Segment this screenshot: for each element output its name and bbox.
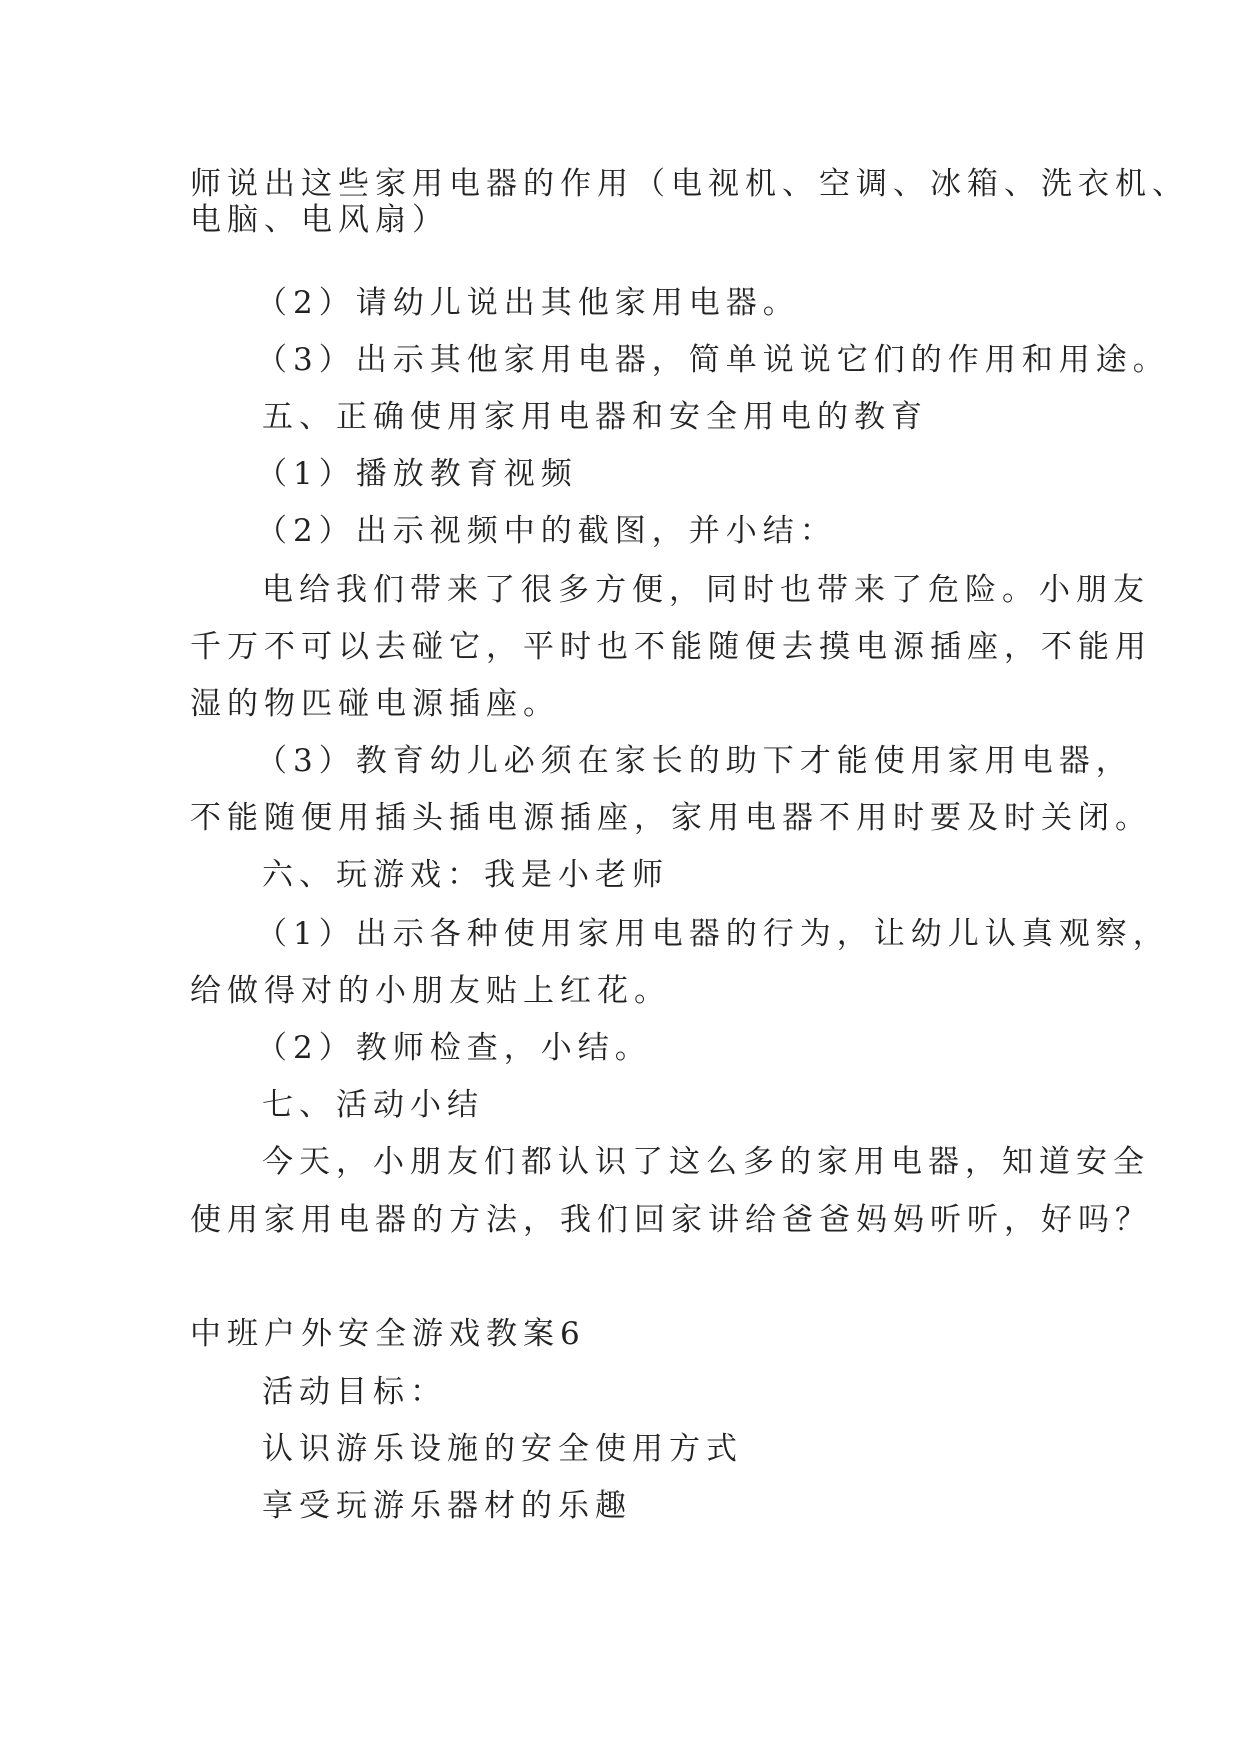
section-heading: 七、活动小结 xyxy=(262,1087,484,1123)
paragraph-line: 电脑、电风扇） xyxy=(190,202,449,238)
list-item: （3）出示其他家用电器，简单说说它们的作用和用途。 xyxy=(256,342,1170,378)
paragraph-line: 师说出这些家用电器的作用（电视机、空调、冰箱、洗衣机、 xyxy=(190,166,1189,202)
paragraph-line: 今天，小朋友们都认识了这么多的家用电器，知道安全 xyxy=(262,1144,1150,1180)
section-heading: 活动目标： xyxy=(262,1374,447,1410)
paragraph-line: 使用家用电器的方法，我们回家讲给爸爸妈妈听听，好吗？ xyxy=(190,1202,1152,1238)
list-item: （2）请幼儿说出其他家用电器。 xyxy=(256,285,800,321)
section-heading: 六、玩游戏：我是小老师 xyxy=(262,857,669,893)
list-item: （2）出示视频中的截图，并小结： xyxy=(256,513,837,549)
paragraph-line: 给做得对的小朋友贴上红花。 xyxy=(190,973,671,1009)
document-title: 中班户外安全游戏教案6 xyxy=(190,1316,586,1352)
paragraph-line: 湿的物匹碰电源插座。 xyxy=(190,686,560,722)
paragraph-line: 不能随便用插头插电源插座，家用电器不用时要及时关闭。 xyxy=(190,800,1152,836)
list-item: （1）播放教育视频 xyxy=(256,456,578,492)
list-item: （2）教师检查，小结。 xyxy=(256,1030,652,1066)
paragraph-line: 认识游乐设施的安全使用方式 xyxy=(262,1431,743,1467)
paragraph-line: 电给我们带来了很多方便，同时也带来了危险。小朋友 xyxy=(262,572,1150,608)
list-item: （3）教育幼儿必须在家长的助下才能使用家用电器， xyxy=(256,743,1133,779)
paragraph-line: 千万不可以去碰它，平时也不能随便去摸电源插座，不能用 xyxy=(190,629,1152,665)
list-item: （1）出示各种使用家用电器的行为，让幼儿认真观察， xyxy=(256,916,1170,952)
section-heading: 五、正确使用家用电器和安全用电的教育 xyxy=(262,399,928,435)
paragraph-line: 享受玩游乐器材的乐趣 xyxy=(262,1488,632,1524)
